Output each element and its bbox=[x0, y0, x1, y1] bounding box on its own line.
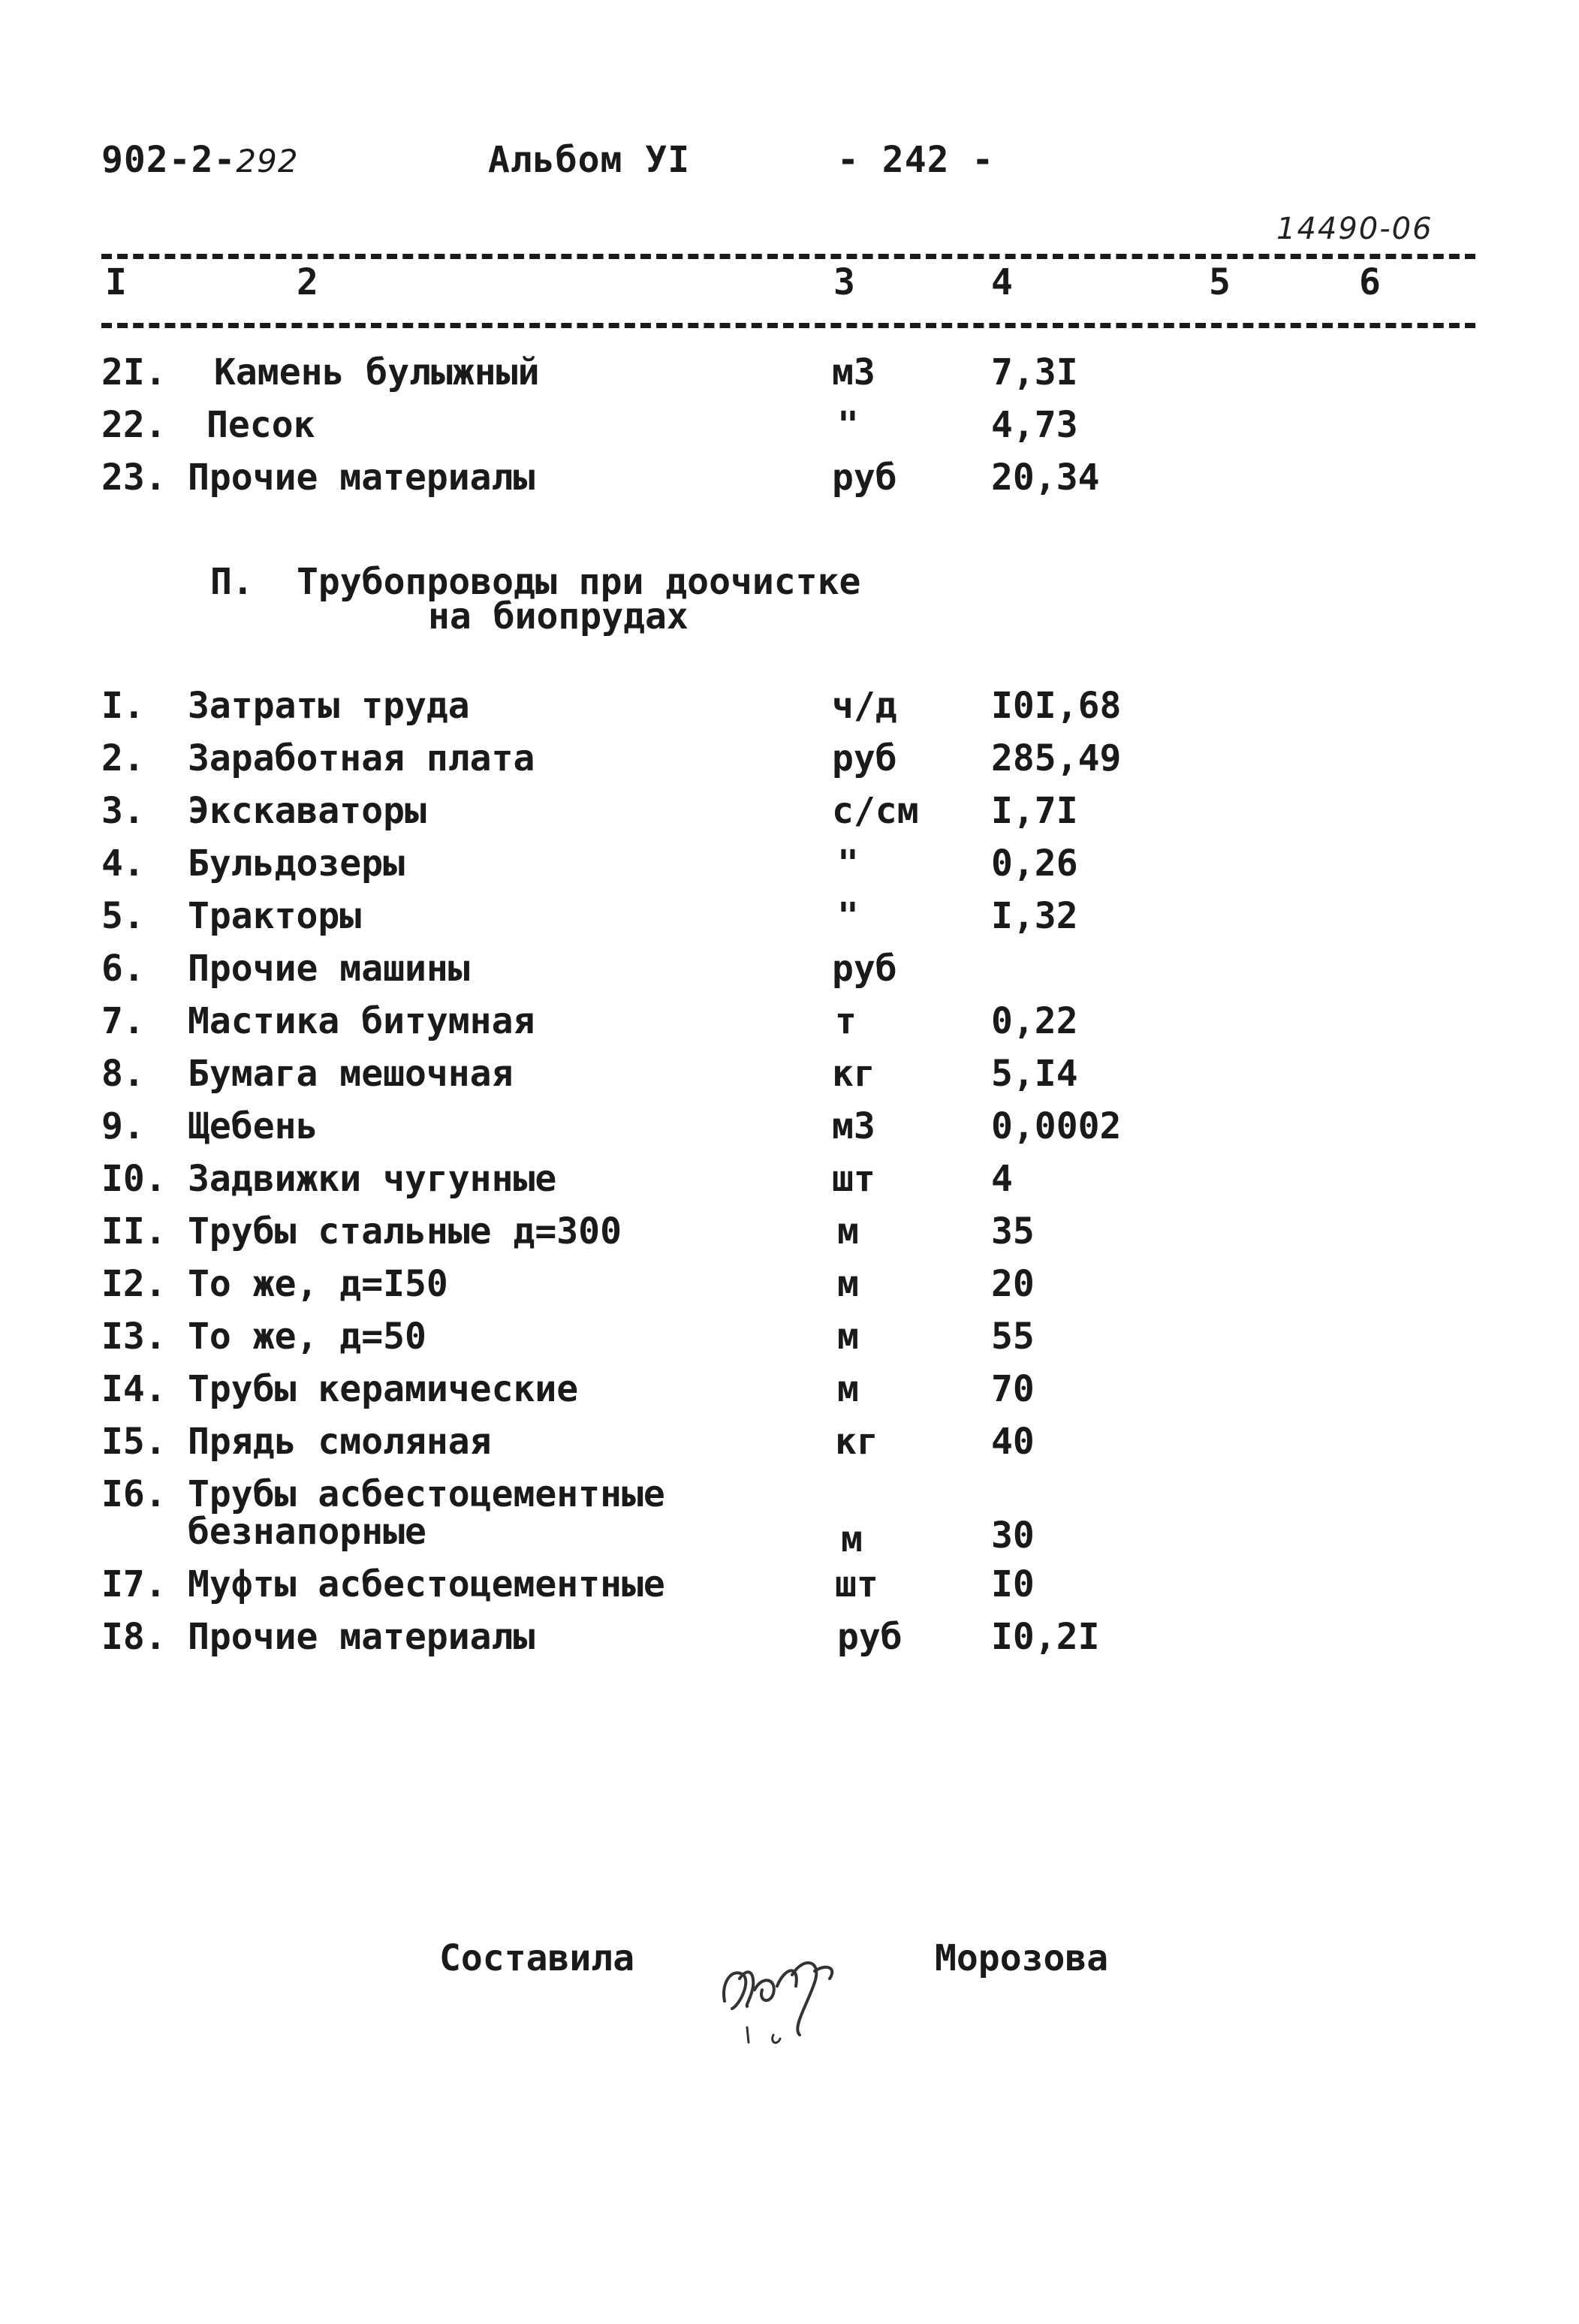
row-unit: руб bbox=[832, 948, 897, 990]
row-number: I6. bbox=[101, 1473, 167, 1515]
row-quantity: I0I,68 bbox=[991, 685, 1122, 727]
row-unit: м bbox=[837, 1316, 859, 1358]
row-quantity: 5,I4 bbox=[991, 1053, 1078, 1095]
row-name: Заработная плата bbox=[188, 737, 535, 779]
section-title-line2: на биопрудах bbox=[428, 595, 689, 638]
row-quantity: 20 bbox=[991, 1263, 1035, 1305]
row-name: Задвижки чугунные bbox=[188, 1158, 557, 1200]
row-name: Прочие машины bbox=[188, 948, 470, 990]
row-name: Прочие материалы bbox=[188, 457, 535, 499]
table-row bbox=[0, 685, 1579, 730]
row-number: 7. bbox=[101, 1000, 145, 1042]
row-name: Трубы стальные д=300 bbox=[188, 1210, 622, 1252]
row-quantity: 0,22 bbox=[991, 1000, 1078, 1042]
row-quantity: 7,3I bbox=[991, 351, 1078, 393]
table-row bbox=[0, 404, 1579, 449]
table-row bbox=[0, 1053, 1579, 1098]
row-unit: т bbox=[835, 1000, 857, 1042]
document-code-handwritten: 292 bbox=[236, 143, 299, 179]
row-quantity: I0 bbox=[991, 1563, 1035, 1605]
row-number: I5. bbox=[101, 1421, 167, 1463]
row-number: I8. bbox=[101, 1616, 167, 1658]
table-row bbox=[0, 1105, 1579, 1150]
row-number: 9. bbox=[101, 1105, 145, 1147]
row-unit: шт bbox=[835, 1563, 878, 1605]
row-quantity: 40 bbox=[991, 1421, 1035, 1463]
section-roman-numeral: П. bbox=[210, 561, 254, 603]
row-quantity: 55 bbox=[991, 1316, 1035, 1358]
row-name: Камень булыжный bbox=[214, 351, 540, 393]
handwritten-archive-number: 14490-06 bbox=[1276, 212, 1433, 246]
row-unit: " bbox=[837, 842, 859, 885]
table-row bbox=[0, 1421, 1579, 1466]
row-number: II. bbox=[101, 1210, 167, 1252]
row-number: I7. bbox=[101, 1563, 167, 1605]
table-row bbox=[0, 351, 1579, 396]
row-number: 3. bbox=[101, 790, 145, 832]
row-number: 8. bbox=[101, 1053, 145, 1095]
column-header-5: 5 bbox=[1209, 261, 1231, 303]
table-row bbox=[0, 1473, 1579, 1560]
row-number: 6. bbox=[101, 948, 145, 990]
row-quantity: 0,26 bbox=[991, 842, 1078, 885]
row-name: Тракторы bbox=[188, 895, 362, 937]
table-row bbox=[0, 457, 1579, 502]
row-unit: м bbox=[837, 1210, 859, 1252]
row-number: I3. bbox=[101, 1316, 167, 1358]
row-name: Щебень bbox=[188, 1105, 318, 1147]
table-row bbox=[0, 1000, 1579, 1045]
row-name: Затраты труда bbox=[188, 685, 470, 727]
column-header-1: I bbox=[105, 261, 127, 303]
section-title bbox=[210, 561, 861, 638]
table-row bbox=[0, 1210, 1579, 1255]
album-label: Альбом УI bbox=[488, 139, 691, 181]
row-number: 23. bbox=[101, 457, 167, 499]
table-row bbox=[0, 1616, 1579, 1661]
row-number: I0. bbox=[101, 1158, 167, 1200]
row-quantity: I,32 bbox=[991, 895, 1078, 937]
column-header-6: 6 bbox=[1359, 261, 1381, 303]
row-number: I2. bbox=[101, 1263, 167, 1305]
table-row bbox=[0, 1263, 1579, 1308]
row-quantity: 30 bbox=[991, 1515, 1035, 1557]
row-unit: м bbox=[837, 1368, 859, 1410]
row-quantity: 4,73 bbox=[991, 404, 1078, 446]
row-quantity: 35 bbox=[991, 1210, 1035, 1252]
row-quantity: I,7I bbox=[991, 790, 1078, 832]
row-unit: " bbox=[837, 895, 859, 937]
page-number: - 242 - bbox=[837, 139, 995, 181]
table-row bbox=[0, 1158, 1579, 1203]
document-code bbox=[101, 139, 299, 181]
row-name: Прочие материалы bbox=[188, 1616, 535, 1658]
table-row bbox=[0, 895, 1579, 940]
row-quantity: 4 bbox=[991, 1158, 1013, 1200]
row-name: То же, д=50 bbox=[188, 1316, 426, 1358]
row-unit: " bbox=[837, 404, 859, 446]
row-number: I4. bbox=[101, 1368, 167, 1410]
table-header-top-rule bbox=[101, 254, 1475, 259]
compiler-name: Морозова bbox=[935, 1937, 1109, 1979]
table-row bbox=[0, 790, 1579, 835]
row-quantity: I0,2I bbox=[991, 1616, 1100, 1658]
signature-icon bbox=[702, 1922, 875, 2057]
column-header-3: 3 bbox=[833, 261, 855, 303]
table-row bbox=[0, 1368, 1579, 1413]
row-unit: м3 bbox=[832, 351, 875, 393]
row-name: Экскаваторы bbox=[188, 790, 426, 832]
table-row bbox=[0, 1316, 1579, 1361]
row-number: 2. bbox=[101, 737, 145, 779]
table-row bbox=[0, 1563, 1579, 1608]
row-unit: руб bbox=[832, 737, 897, 779]
row-name-continuation: безнапорные bbox=[188, 1511, 426, 1553]
row-quantity: 70 bbox=[991, 1368, 1035, 1410]
row-name: Мастика битумная bbox=[188, 1000, 535, 1042]
row-number: 4. bbox=[101, 842, 145, 885]
row-name: То же, д=I50 bbox=[188, 1263, 448, 1305]
row-name: Песок bbox=[206, 404, 315, 446]
row-number: 2I. bbox=[101, 351, 167, 393]
row-unit: с/см bbox=[832, 790, 919, 832]
column-header-2: 2 bbox=[297, 261, 318, 303]
table-row bbox=[0, 737, 1579, 782]
row-unit: кг bbox=[832, 1053, 875, 1095]
row-unit: м3 bbox=[832, 1105, 875, 1147]
row-name: Бульдозеры bbox=[188, 842, 405, 885]
row-name: Прядь смоляная bbox=[188, 1421, 492, 1463]
column-header-4: 4 bbox=[991, 261, 1013, 303]
row-unit: руб bbox=[837, 1616, 903, 1658]
row-name: Муфты асбестоцементные bbox=[188, 1563, 665, 1605]
row-unit: шт bbox=[832, 1158, 875, 1200]
table-row bbox=[0, 948, 1579, 993]
row-name: Трубы асбестоцементные bbox=[188, 1473, 665, 1515]
compiled-by-label: Составила bbox=[439, 1937, 635, 1979]
row-quantity: 0,0002 bbox=[991, 1105, 1122, 1147]
row-name: Бумага мешочная bbox=[188, 1053, 514, 1095]
row-unit: кг bbox=[835, 1421, 878, 1463]
row-unit: руб bbox=[832, 457, 897, 499]
document-code-prefix: 902-2- bbox=[101, 139, 237, 181]
row-unit: ч/д bbox=[832, 685, 897, 727]
table-row bbox=[0, 842, 1579, 888]
row-name: Трубы керамические bbox=[188, 1368, 579, 1410]
row-unit: м bbox=[837, 1263, 859, 1305]
section-title-line1: Трубопроводы при доочистке bbox=[297, 561, 861, 603]
row-number: 22. bbox=[101, 404, 167, 446]
row-number: I. bbox=[101, 685, 145, 727]
row-quantity: 20,34 bbox=[991, 457, 1100, 499]
row-unit: м bbox=[841, 1518, 863, 1560]
row-quantity: 285,49 bbox=[991, 737, 1122, 779]
row-number: 5. bbox=[101, 895, 145, 937]
table-header-bottom-rule bbox=[101, 323, 1475, 328]
